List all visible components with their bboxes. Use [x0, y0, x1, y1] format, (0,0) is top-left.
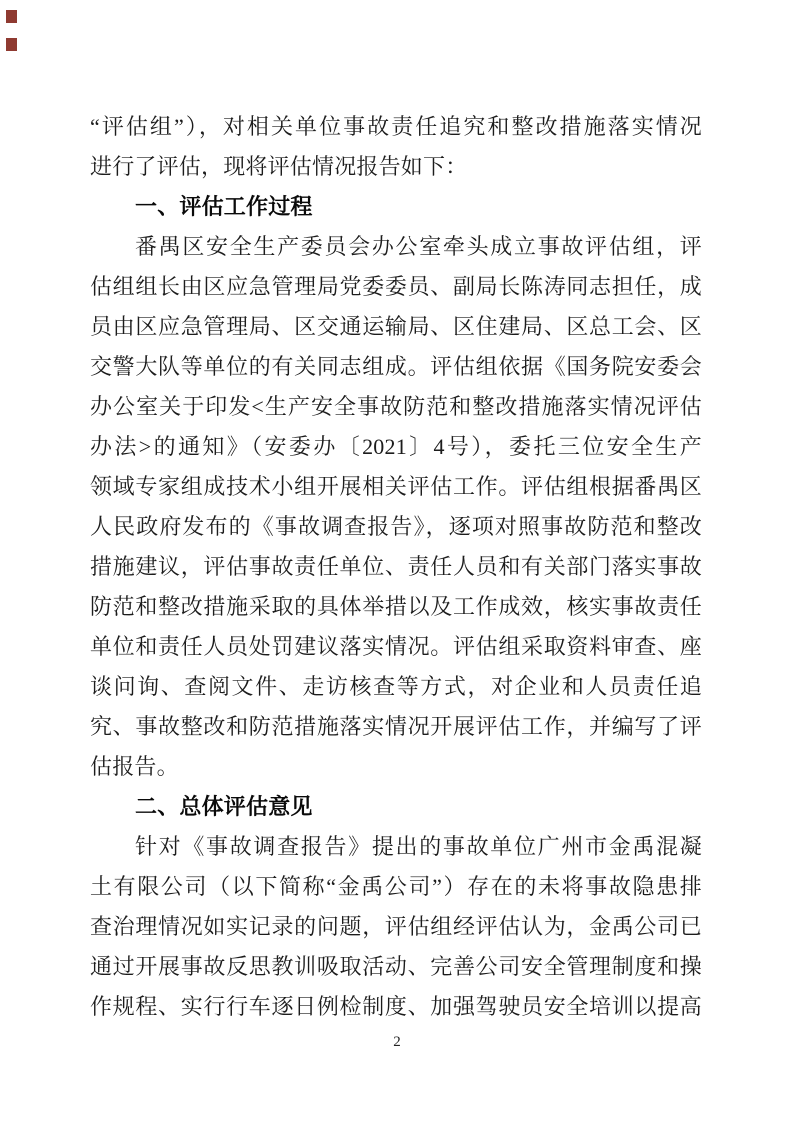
paragraph — [90, 827, 702, 1027]
text-line: 估组组长由区应急管理局党委委员、副局长陈涛同志担任，成 — [90, 274, 702, 299]
text-line: 估报告。 — [90, 754, 179, 779]
text-line: 交警大队等单位的有关同志组成。评估组依据《国务院安委会 — [90, 354, 702, 379]
text-line: 谈问询、查阅文件、走访核查等方式，对企业和人员责任追 — [90, 674, 702, 699]
text-line: 防范和整改措施采取的具体举措以及工作成效，核实事故责任 — [90, 594, 702, 619]
text-line: 措施建议，评估事故责任单位、责任人员和有关部门落实事故 — [90, 554, 702, 579]
text-line: 进行了评估，现将评估情况报告如下： — [90, 154, 468, 179]
corner-mark-icon — [6, 10, 17, 23]
section-heading — [90, 187, 702, 227]
text-line: 土有限公司（以下简称“金禹公司”）存在的未将事故隐患排 — [90, 874, 702, 899]
section-heading — [90, 787, 702, 827]
text-line: 员由区应急管理局、区交通运输局、区住建局、区总工会、区 — [90, 314, 702, 339]
text-line: 办公室关于印发<生产安全事故防范和整改措施落实情况评估 — [90, 394, 702, 419]
page-number: 2 — [393, 1034, 401, 1050]
corner-mark-icon — [6, 38, 17, 51]
document-body — [90, 107, 702, 1027]
paragraph — [90, 107, 702, 187]
text-line: 番禺区安全生产委员会办公室牵头成立事故评估组，评 — [135, 234, 702, 259]
text-line: 单位和责任人员处罚建议落实情况。评估组采取资料审查、座 — [90, 634, 702, 659]
text-line: 通过开展事故反思教训吸取活动、完善公司安全管理制度和操 — [90, 954, 702, 979]
text-line: 办法>的通知》（安委办〔2021〕4号），委托三位安全生产 — [90, 434, 702, 459]
text-line: 二、总体评估意见 — [135, 794, 313, 819]
text-line: “评估组”），对相关单位事故责任追究和整改措施落实情况 — [90, 114, 702, 139]
text-line: 针对《事故调查报告》提出的事故单位广州市金禹混凝 — [135, 834, 702, 859]
paragraph — [90, 227, 702, 787]
text-line: 领域专家组成技术小组开展相关评估工作。评估组根据番禺区 — [90, 474, 702, 499]
text-line: 查治理情况如实记录的问题，评估组经评估认为，金禹公司已 — [90, 914, 702, 939]
text-line: 人民政府发布的《事故调查报告》，逐项对照事故防范和整改 — [90, 514, 702, 539]
text-line: 作规程、实行行车逐日例检制度、加强驾驶员安全培训以提高 — [90, 994, 702, 1019]
text-line: 一、评估工作过程 — [135, 194, 313, 219]
text-line: 究、事故整改和防范措施落实情况开展评估工作，并编写了评 — [90, 714, 702, 739]
